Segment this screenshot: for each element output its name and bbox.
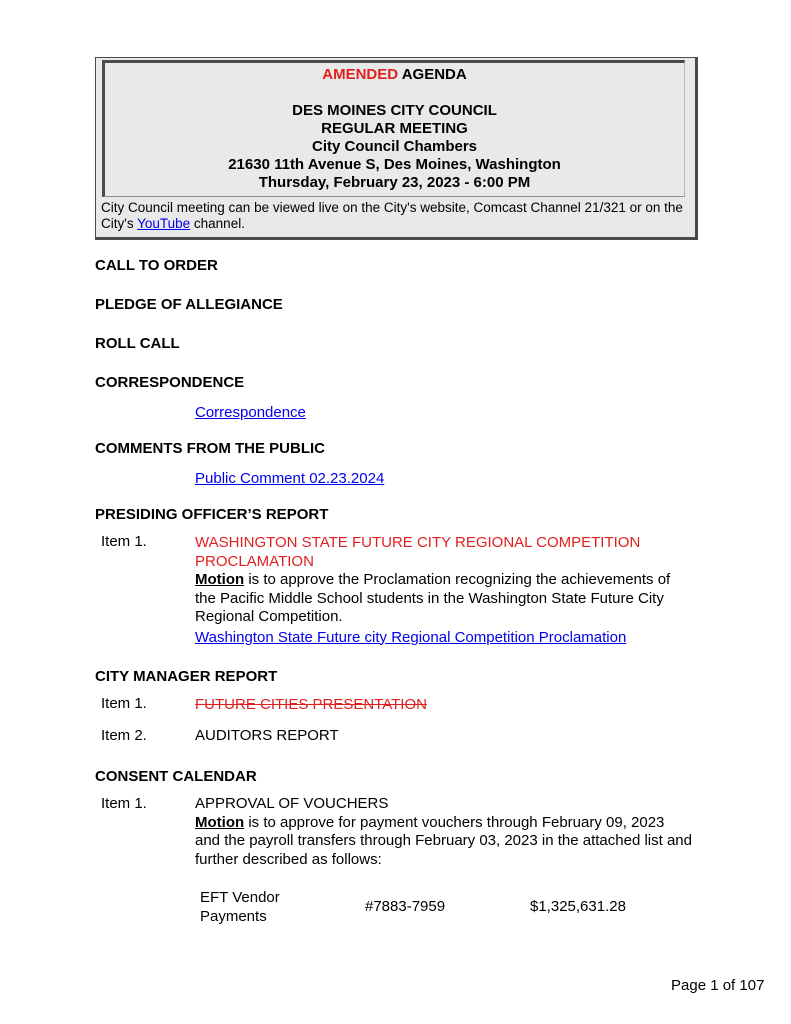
section-heading-presiding-officer-report: PRESIDING OFFICER’S REPORT [95, 506, 329, 523]
voucher-number-range: #7883-7959 [365, 898, 446, 916]
datetime-line: Thursday, February 23, 2023 - 6:00 PM [258, 174, 531, 191]
consent-item-1 [95, 795, 698, 926]
amended-label: AMENDED [322, 66, 399, 83]
item-content [195, 795, 692, 926]
motion-text: is to approve for payment vouchers through February 09, 2023 and the payroll transfers through February 03, 2023 in the attached list and further described as follows: [195, 813, 692, 868]
city-manager-item-2 [95, 727, 698, 746]
broadcast-note-post: channel. [190, 216, 245, 231]
section-heading-comments-from-public: COMMENTS FROM THE PUBLIC [95, 440, 325, 457]
presiding-item-1 [95, 533, 698, 647]
meeting-type-line: REGULAR MEETING [321, 120, 468, 137]
venue-line: City Council Chambers [311, 138, 478, 155]
motion-text: is to approve the Proclamation recognizing the achievements of the Pacific Middle School students in the Washington State Future City Regional Competition. [195, 571, 671, 625]
item-content [195, 533, 692, 647]
motion-paragraph [195, 814, 692, 870]
proclamation-link-line [195, 629, 692, 647]
amended-agenda-line [113, 66, 676, 84]
item-label: Item 2. [101, 726, 147, 744]
item-title-auditors-report: AUDITORS REPORT [195, 726, 339, 744]
agenda-content [95, 57, 698, 926]
motion-paragraph [195, 571, 692, 627]
spacer [113, 84, 676, 102]
org-name-line: DES MOINES CITY COUNCIL [292, 102, 497, 119]
section-heading-city-manager-report: CITY MANAGER REPORT [95, 667, 278, 685]
meeting-header-box [95, 57, 698, 240]
section-heading-call-to-order: CALL TO ORDER [95, 257, 218, 274]
item-title-approval-of-vouchers: APPROVAL OF VOUCHERS [195, 795, 389, 812]
item-title-proclamation: WASHINGTON STATE FUTURE CITY REGIONAL COMPETITION PROCLAMATION [195, 534, 641, 570]
broadcast-note [99, 197, 692, 235]
item-label: Item 1. [101, 694, 147, 712]
voucher-type: EFT Vendor Payments [200, 889, 280, 925]
voucher-row [200, 889, 692, 926]
motion-word: Motion [195, 813, 245, 831]
correspondence-link-line [195, 404, 698, 422]
broadcast-note-pre: City Council meeting can be viewed live on the City's website, Comcast Channel 21/321 or on the City's [101, 200, 683, 231]
section-heading-roll-call: ROLL CALL [95, 335, 180, 352]
section-heading-consent-calendar: CONSENT CALENDAR [95, 768, 257, 785]
meeting-header-inner [102, 60, 685, 197]
item-content [195, 695, 692, 714]
youtube-link[interactable]: YouTube [137, 216, 191, 231]
proclamation-link[interactable]: Washington State Future city Regional Competition Proclamation [195, 628, 627, 646]
address-line: 21630 11th Avenue S, Des Moines, Washington [228, 156, 561, 173]
motion-word: Motion [195, 571, 245, 588]
city-manager-item-1 [95, 695, 698, 714]
section-heading-correspondence: CORRESPONDENCE [95, 374, 245, 391]
section-heading-pledge-of-allegiance: PLEDGE OF ALLEGIANCE [95, 296, 283, 313]
correspondence-link[interactable]: Correspondence [195, 404, 306, 421]
page-indicator: Page 1 of 107 [671, 977, 765, 994]
public-comment-link[interactable]: Public Comment 02.23.2024 [195, 470, 385, 487]
public-comment-link-line [195, 470, 698, 488]
item-label: Item 1. [101, 795, 147, 812]
item-content [195, 727, 692, 746]
item-label: Item 1. [101, 533, 147, 550]
agenda-label: AGENDA [401, 66, 467, 83]
voucher-amount: $1,325,631.28 [530, 898, 626, 916]
item-title-future-cities-struck: FUTURE CITIES PRESENTATION [195, 695, 427, 713]
